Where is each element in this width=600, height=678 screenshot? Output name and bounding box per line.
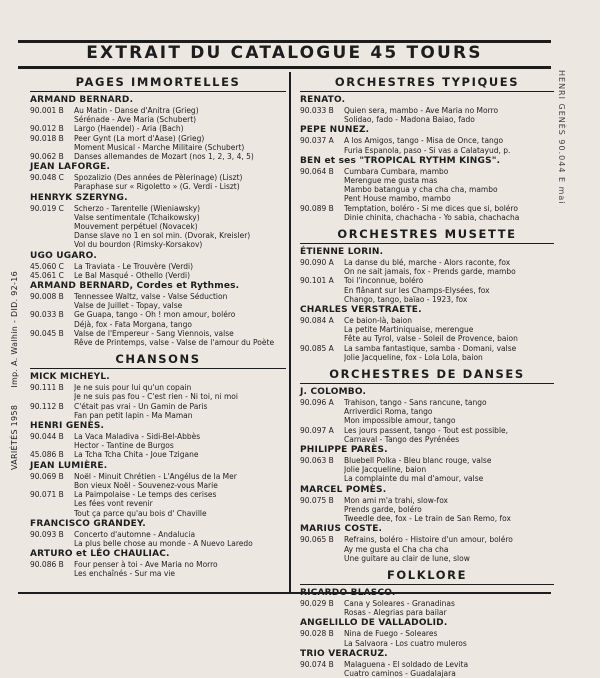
- record-number: [300, 465, 344, 474]
- record-row: [30, 115, 286, 124]
- artist-name: ARMAND BERNARD, Cordes et Rythmes.: [30, 281, 240, 292]
- record-title: Ce baion-là, baion: [344, 316, 412, 326]
- record-number: 90.086 B: [30, 560, 64, 570]
- record-row: [300, 115, 554, 124]
- record-number: [300, 474, 344, 483]
- record-number: [300, 267, 344, 276]
- section-title: ORCHESTRES TYPIQUES: [334, 75, 520, 89]
- record-title: Merengue me gusta mas: [344, 176, 438, 186]
- record-number: 90.101 A: [300, 276, 334, 286]
- record-title: La plus belle chose au monde - A Nuevo Laredo: [74, 538, 253, 548]
- record-title: On ne sait jamais, fox - Prends garde, mambo: [344, 267, 516, 277]
- record-row: [300, 204, 554, 213]
- record-title: Rêve de Printemps, valse - Valse de l'amour du Poète: [74, 338, 275, 348]
- record-row: [300, 669, 554, 678]
- record-number: [300, 334, 344, 343]
- record-title: Furia Espanola, paso - Si vas a Calatayud, p.: [344, 145, 511, 155]
- artist-name: MICK MICHEYL.: [30, 372, 110, 383]
- record-number: 90.112 B: [30, 401, 64, 411]
- record-number: [300, 514, 344, 523]
- record-number: [30, 231, 74, 240]
- section-rule: [30, 368, 286, 369]
- record-number: 90.064 B: [300, 166, 334, 176]
- record-number: [30, 240, 74, 249]
- record-row: [300, 185, 554, 194]
- record-number: 90.093 B: [30, 529, 64, 539]
- record-number: 90.029 B: [300, 598, 334, 608]
- record-row: [300, 334, 554, 343]
- record-title: Danse slave no 1 en sol min. (Dvorak, Kreisler): [74, 231, 251, 241]
- record-row: [30, 152, 286, 161]
- imprint-printer: Imp. A. Walhin - DID. 92-16: [10, 270, 19, 388]
- left-column: [30, 73, 286, 579]
- record-number: 90.019 C: [30, 203, 64, 213]
- record-title: Déjà, fox - Fata Morgana, tango: [74, 319, 193, 329]
- record-row: [300, 660, 554, 669]
- record-title: Ge Guapa, tango - Oh ! mon amour, boléro: [74, 310, 236, 320]
- record-number: 90.063 B: [300, 456, 334, 466]
- record-title: Moment Musical - Marche Militaire (Schubert): [74, 142, 245, 152]
- record-title: Spozalizio (Des années de Pèlerinage) (Liszt): [74, 173, 243, 183]
- record-row: [300, 353, 554, 362]
- section-rule: [300, 243, 554, 244]
- record-number: [30, 411, 74, 420]
- record-number: 90.090 A: [300, 258, 334, 268]
- record-row: [300, 426, 554, 435]
- record-title: Concerto d'automne - Andalucia: [74, 529, 196, 539]
- record-row: [30, 383, 286, 392]
- record-title: Rosas - Alegrias para bailar: [344, 608, 447, 618]
- record-number: 90.071 B: [30, 490, 64, 500]
- record-number: [300, 286, 344, 295]
- artist-name: JEAN LUMIÈRE.: [30, 460, 108, 471]
- record-title: Chango, tango, baïao - 1923, fox: [344, 294, 468, 304]
- record-row: [300, 407, 554, 416]
- record-row: [300, 194, 554, 203]
- record-number: 45.086 B: [30, 450, 64, 460]
- record-title: La Vaca Maladiva - Sidi-Bel-Abbès: [74, 432, 201, 442]
- record-title: La petite Martiniquaise, merengue: [344, 325, 474, 335]
- record-title: Vol du bourdon (Rimsky-Korsakov): [74, 240, 203, 250]
- record-number: 90.065 B: [300, 535, 334, 545]
- record-title: Les enchaînés - Sur ma vie: [74, 569, 176, 579]
- artist-name: JEAN LAFORGE.: [30, 162, 111, 173]
- record-number: 90.018 B: [30, 133, 64, 143]
- record-title: Solidao, fado - Madona Baiao, fado: [344, 115, 475, 125]
- record-row: [30, 530, 286, 539]
- record-row: [30, 301, 286, 310]
- record-row: [30, 310, 286, 319]
- record-row: [30, 560, 286, 569]
- record-title: Une guitare au clair de lune, slow: [344, 553, 470, 563]
- artist-name: CHARLES VERSTRAETE.: [300, 305, 422, 316]
- record-row: [300, 344, 554, 353]
- page-title: EXTRAIT DU CATALOGUE 45 TOURS: [86, 43, 483, 63]
- record-title: Arriverdici Roma, tango: [344, 407, 433, 417]
- catalogue-section: [300, 225, 554, 362]
- record-number: [300, 353, 344, 362]
- artist-name: HENRYK SZERYNG.: [30, 192, 128, 203]
- record-title: Carnaval - Tango des Pyrénées: [344, 434, 460, 444]
- record-title: Valse sentimentale (Tchaikowsky): [74, 212, 200, 222]
- record-number: [300, 213, 344, 222]
- record-title: Je ne suis pas fou - C'est rien - Ni toi, ni moi: [74, 392, 238, 402]
- record-row: [30, 569, 286, 578]
- record-row: [30, 292, 286, 301]
- record-row: [300, 398, 554, 407]
- record-row: [30, 134, 286, 143]
- record-row: [300, 416, 554, 425]
- record-number: [30, 509, 74, 518]
- record-row: [30, 411, 286, 420]
- artist-name: MARCEL POMÈS.: [300, 484, 387, 495]
- record-row: [300, 146, 554, 155]
- section-rule: [300, 584, 554, 585]
- record-number: 90.069 B: [30, 471, 64, 481]
- record-number: [300, 545, 344, 554]
- record-number: [30, 338, 74, 347]
- record-title: Refrains, boléro - Histoire d'un amour, boléro: [344, 535, 513, 545]
- record-title: Jolie Jacqueline, fox - Lola Lola, baion: [344, 352, 483, 362]
- section-title: PAGES IMMORTELLES: [75, 75, 241, 89]
- record-number: 90.075 B: [300, 495, 334, 505]
- artist-name: FRANCISCO GRANDEY.: [30, 518, 146, 529]
- record-title: Prends garde, boléro: [344, 504, 422, 514]
- section-rule: [30, 91, 286, 92]
- section-title: CHANSONS: [115, 352, 201, 367]
- record-row: [30, 231, 286, 240]
- record-number: [30, 539, 74, 548]
- record-row: [30, 204, 286, 213]
- record-number: 90.097 A: [300, 425, 334, 435]
- record-row: [30, 222, 286, 231]
- record-number: [300, 194, 344, 203]
- record-row: [30, 271, 286, 280]
- record-row: [300, 535, 554, 544]
- record-title: Cuatro caminos - Guadalajara: [344, 668, 456, 678]
- record-row: [300, 496, 554, 505]
- catalogue-section: [30, 350, 286, 578]
- record-title: Cumbara Cumbara, mambo: [344, 166, 449, 176]
- record-number: [300, 146, 344, 155]
- record-row: [300, 316, 554, 325]
- record-title: En flânant sur les Champs-Elysées, fox: [344, 285, 490, 295]
- artist-name: MARIUS COSTE.: [300, 524, 383, 535]
- record-number: [30, 499, 74, 508]
- record-row: [30, 182, 286, 191]
- artist-name: ÉTIENNE LORIN.: [300, 247, 384, 258]
- record-number: [30, 222, 74, 231]
- catalogue-section: [300, 365, 554, 563]
- section-rule: [300, 91, 554, 92]
- record-row: [300, 325, 554, 334]
- record-title: Mon impossible amour, tango: [344, 416, 456, 426]
- record-title: Noël - Minuit Chrétien - L'Angélus de la Mer: [74, 471, 237, 481]
- record-row: [30, 490, 286, 499]
- artist-name: RENATO.: [300, 95, 346, 105]
- section-title: FOLKLORE: [386, 567, 468, 582]
- record-row: [30, 472, 286, 481]
- record-row: [30, 143, 286, 152]
- record-row: [300, 276, 554, 285]
- record-number: 90.085 A: [300, 343, 334, 353]
- record-number: 90.044 B: [30, 432, 64, 442]
- record-row: [30, 173, 286, 182]
- record-row: [30, 213, 286, 222]
- record-row: [300, 554, 554, 563]
- record-row: [300, 608, 554, 617]
- record-title: Scherzo - Tarentelle (Wieniawsky): [74, 203, 201, 213]
- record-number: 90.111 B: [30, 383, 64, 393]
- side-imprint: [10, 271, 19, 470]
- record-number: [30, 481, 74, 490]
- record-number: 90.045 B: [30, 328, 64, 338]
- record-title: Valse de Juillet - Topay, valse: [74, 301, 183, 311]
- artist-name: PHILIPPE PARÈS.: [300, 445, 388, 456]
- record-title: Toi l'inconnue, boléro: [344, 276, 424, 286]
- record-title: Dinie chinita, chachacha - Yo sabia, chachacha: [344, 212, 520, 222]
- record-title: Les jours passent, tango - Tout est possible,: [344, 425, 509, 435]
- catalogue-section: [300, 566, 554, 678]
- record-number: 90.062 B: [30, 152, 64, 162]
- record-title: Malaguena - El soldado de Levita: [344, 659, 469, 669]
- record-title: Au Matin - Danse d'Anitra (Grieg): [74, 106, 199, 115]
- record-number: [30, 441, 74, 450]
- record-title: Largo (Haendel) - Aria (Bach): [74, 124, 184, 134]
- record-title: A los Amigos, tango - Misa de Once, tango: [344, 136, 504, 146]
- record-title: Bon vieux Noël - Souvenez-vous Marie: [74, 480, 218, 490]
- record-title: La Salvaora - Los cuatro muleros: [344, 638, 467, 648]
- section-title: ORCHESTRES DE DANSES: [329, 367, 525, 382]
- record-title: C'était pas vrai - Un Gamin de Paris: [74, 401, 208, 411]
- record-title: La complainte du mal d'amour, valse: [344, 474, 484, 484]
- record-title: Fan pan petit lapin - Ma Maman: [74, 410, 193, 420]
- record-title: Pent House mambo, mambo: [344, 194, 451, 204]
- record-number: [300, 416, 344, 425]
- record-title: Tennessee Waltz, valse - Valse Séduction: [74, 292, 228, 302]
- artist-name: TRIO VERACRUZ.: [300, 648, 388, 659]
- record-number: 90.084 A: [300, 316, 334, 326]
- record-row: [30, 320, 286, 329]
- record-number: 90.037 A: [300, 136, 334, 146]
- header-rule-bottom: [18, 66, 551, 69]
- record-title: La danse du blé, marche - Alors raconte, fox: [344, 258, 511, 268]
- record-row: [30, 441, 286, 450]
- record-number: [30, 213, 74, 222]
- record-row: [300, 456, 554, 465]
- record-title: Sérénade - Ave Maria (Schubert): [74, 115, 197, 125]
- record-number: [300, 669, 344, 678]
- record-title: Mon ami m'a trahi, slow-fox: [344, 495, 448, 505]
- artist-name: PEPE NUNEZ.: [300, 125, 370, 136]
- record-number: 90.074 B: [300, 659, 334, 669]
- record-row: [300, 213, 554, 222]
- record-row: [300, 258, 554, 267]
- record-number: [300, 505, 344, 514]
- artist-name: ANGELILLO DE VALLADOLID.: [300, 618, 448, 629]
- artist-name: UGO UGARO.: [30, 250, 97, 261]
- record-title: Mambo batangua y cha cha cha, mambo: [344, 185, 498, 195]
- record-number: [30, 320, 74, 329]
- record-number: [30, 392, 74, 401]
- record-number: [300, 554, 344, 563]
- record-number: [30, 182, 74, 191]
- record-number: [300, 608, 344, 617]
- record-number: 90.028 B: [300, 629, 334, 639]
- record-number: [30, 569, 74, 578]
- record-row: [30, 262, 286, 271]
- record-title: Bluebell Polka - Bleu blanc rouge, valse: [344, 456, 492, 466]
- imprint-year: VARIÉTÉS 1958: [10, 404, 19, 470]
- artist-name: ARMAND BERNARD.: [30, 95, 134, 105]
- artist-name: BEN et ses "TROPICAL RYTHM KINGS".: [300, 155, 501, 166]
- record-number: [300, 435, 344, 444]
- record-title: Je ne suis pour lui qu'un copain: [74, 383, 192, 393]
- catalogue-section: [300, 73, 554, 222]
- record-row: [30, 338, 286, 347]
- record-title: Tout ça parce qu'au bois d' Chaville: [74, 508, 207, 518]
- record-row: [300, 176, 554, 185]
- record-number: 90.096 A: [300, 398, 334, 408]
- record-number: [30, 115, 74, 124]
- record-title: Danses allemandes de Mozart (nos 1, 2, 3, 4, 5): [74, 152, 254, 162]
- record-title: Peer Gynt (La mort d'Aase) (Grieg): [74, 133, 205, 143]
- record-row: [30, 392, 286, 401]
- record-row: [30, 481, 286, 490]
- record-title: Valse de l'Empereur - Sang Viennois, valse: [74, 328, 234, 338]
- record-row: [300, 514, 554, 523]
- record-number: 90.033 B: [300, 106, 334, 115]
- record-number: 90.012 B: [30, 124, 64, 134]
- record-row: [300, 295, 554, 304]
- record-title: Four penser à toi - Ave Maria no Morro: [74, 560, 218, 570]
- record-title: La Paimpolaise - Le temps des cerises: [74, 490, 217, 500]
- record-number: [300, 185, 344, 194]
- record-title: La Tcha Tcha Chita - Joue Tzigane: [74, 450, 199, 460]
- section-title: ORCHESTRES MUSETTE: [337, 227, 517, 242]
- record-number: [300, 176, 344, 185]
- record-row: [300, 286, 554, 295]
- record-title: Trahison, tango - Sans rancune, tango: [344, 398, 487, 408]
- record-number: 45.060 C: [30, 261, 64, 271]
- record-title: Jolie Jacqueline, baion: [344, 465, 427, 475]
- record-title: Les fées vont revenir: [74, 499, 153, 509]
- column-divider: [289, 72, 291, 592]
- record-number: [300, 295, 344, 304]
- record-number: [300, 325, 344, 334]
- catalogue-section: [30, 73, 286, 347]
- record-row: [30, 124, 286, 133]
- record-title: Fête au Tyrol, valse - Soleil de Provence, baion: [344, 334, 518, 344]
- record-number: [300, 639, 344, 648]
- record-row: [300, 167, 554, 176]
- record-title: Hector - Tantine de Burgos: [74, 441, 174, 451]
- record-row: [300, 474, 554, 483]
- record-number: 45.061 C: [30, 270, 64, 280]
- record-row: [30, 106, 286, 115]
- record-number: [300, 115, 344, 124]
- record-number: [30, 143, 74, 152]
- record-row: [30, 509, 286, 518]
- record-title: Cana y Soleares - Granadinas: [344, 598, 455, 608]
- record-title: Nina de Fuego - Soleares: [344, 629, 438, 639]
- record-row: [30, 432, 286, 441]
- record-row: [300, 136, 554, 145]
- record-title: La samba fantastique, samba - Domani, valse: [344, 343, 517, 353]
- section-rule: [300, 383, 554, 384]
- record-number: [30, 301, 74, 310]
- record-title: Quien sera, mambo - Ave Maria no Morro: [344, 106, 499, 115]
- record-number: 90.008 B: [30, 292, 64, 302]
- record-title: Temptation, boléro - Si me dices que si, boléro: [344, 203, 518, 213]
- record-row: [300, 639, 554, 648]
- record-title: Ay me gusta el Cha cha cha: [344, 544, 449, 554]
- record-title: Tweedle dee, fox - Le train de San Remo, fox: [344, 514, 511, 524]
- record-row: [300, 545, 554, 554]
- record-number: [300, 407, 344, 416]
- record-title: Mouvement perpétuel (Novacek): [74, 222, 198, 232]
- record-number: 90.089 B: [300, 203, 334, 213]
- record-number: 90.048 C: [30, 173, 64, 183]
- record-title: La Traviata - Le Trouvère (Verdi): [74, 261, 194, 271]
- right-column: [300, 73, 554, 678]
- record-number: 90.033 B: [30, 310, 64, 320]
- record-row: [30, 499, 286, 508]
- record-row: [30, 240, 286, 249]
- record-row: [300, 505, 554, 514]
- record-title: Paraphase sur « Rigoletto » (G. Verdi - Liszt): [74, 182, 240, 192]
- record-row: [300, 629, 554, 638]
- artist-name: RICARDO BLASCO.: [300, 587, 396, 598]
- record-row: [30, 539, 286, 548]
- record-row: [30, 450, 286, 459]
- record-row: [300, 106, 554, 115]
- artist-name: J. COLOMBO.: [300, 387, 367, 398]
- record-title: Le Bal Masqué - Othello (Verdi): [74, 270, 190, 280]
- record-number: 90.001 B: [30, 106, 64, 115]
- artist-name: HENRI GENÈS.: [30, 421, 105, 432]
- side-right-text: HENRI GENÈS 90.044 E mai: [557, 70, 566, 205]
- record-row: [30, 329, 286, 338]
- record-row: [300, 267, 554, 276]
- record-row: [300, 435, 554, 444]
- record-row: [30, 402, 286, 411]
- artist-name: ARTURO et LÉO CHAULIAC.: [30, 549, 170, 560]
- record-row: [300, 465, 554, 474]
